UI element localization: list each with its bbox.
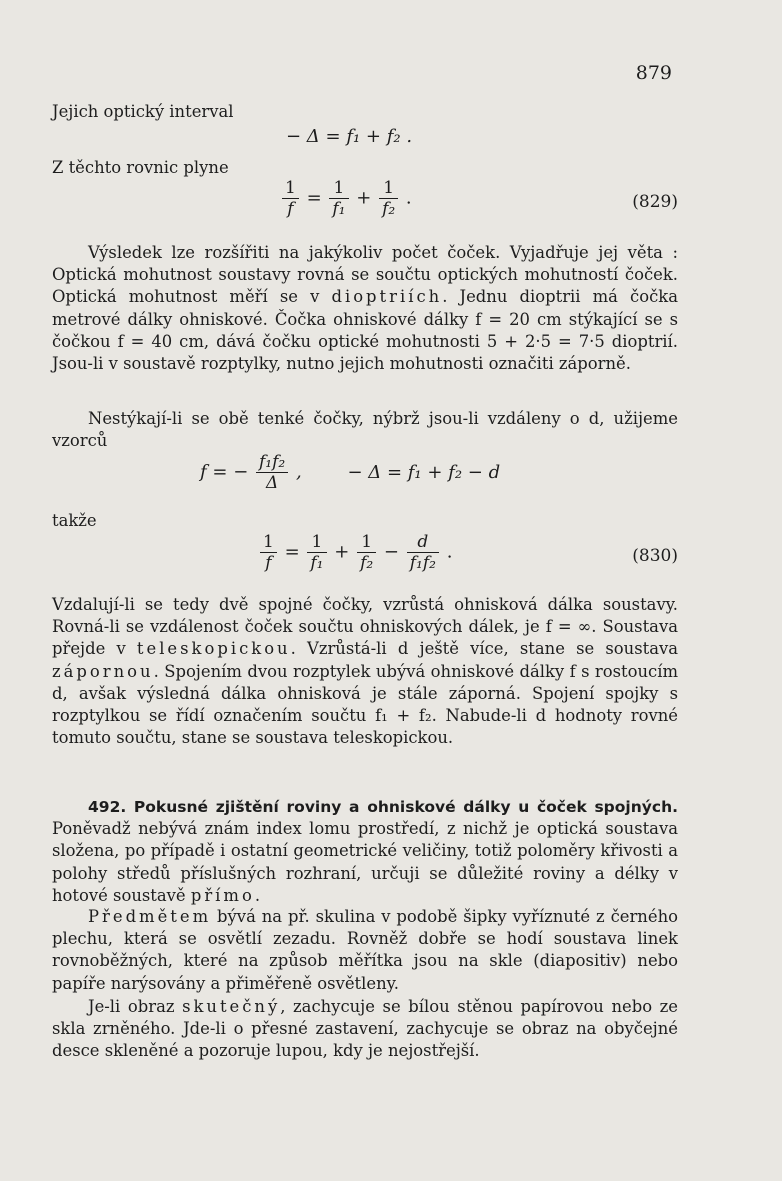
equation-830: $\frac{1}{f}$ = $\frac{1}{\text{f₁}}$ + $\frac{1}{\text{f₂}}$ − $\frac{d}{\text{f₁f₂}}$ . — [258, 532, 452, 573]
from-line: Z těchto rovnic plyne — [52, 158, 229, 177]
takze-line: takže — [52, 511, 97, 530]
paragraph-object: Předmětem bývá na př. skulina v podobě šipky vyříznuté z černého plechu, která se osvětlí zezadu. Rovněž dobře se hodí soustava linek rovnoběžných, které na způsob měřítka jsou na skle (diapositiv) nebo papíře narýsovány a přiměřeně osvětleny. — [52, 907, 678, 993]
paragraph-optical-power: Výsledek lze rozšířiti na jakýkoliv počet čoček. Vyjadřuje jej věta : Optická mohutnost soustavy rovná se součtu optických mohutností čoček. Optická mohutnost měří se v dioptriích. Jednu dioptrii má čočka metrové dálky ohniskové. Čočka ohniskové dálky f = 20 cm stýkající se s čočkou f = 40 cm, dává čočku optické mohutnosti 5 + 2·5 = 7·5 dioptrií. Jsou-li v soustavě rozptylky, nutno jejich mohutnosti označiti záporně. — [52, 243, 678, 374]
page-number: 879 — [635, 62, 672, 84]
section-heading: 492. Pokusné zjištění roviny a ohniskové dálky u čoček spojných. — [88, 798, 678, 816]
fraction-1-f: $\frac{1}{f}$ — [282, 178, 299, 219]
equation-number-830: (830) — [632, 546, 678, 566]
paragraph-real-image: Je-li obraz skutečný, zachycuje se bílou stěnou papírovou nebo ze skla zrněného. Jde-li o přesné zastavení, zachycuje se obraz na obyčejné desce skleněné a pozoruje lupou, kdy je nejostřejší. — [52, 997, 678, 1061]
section-492: 492. Pokusné zjištění roviny a ohniskové dálky u čoček spojných. Poněvadž nebývá znám index lomu prostředí, z nichž je optická soustava složena, po případě i ostatní geometrické veličiny, totiž poloměry křivosti a polohy středů příslušných rozhraní, určuji se důležité roviny a délky v hotové soustavě přímo. — [52, 798, 678, 905]
fraction-1-f2: $\frac{1}{\text{f₂}}$ — [379, 178, 398, 219]
equation-number-829: (829) — [632, 192, 678, 212]
fraction-1-f1: $\frac{1}{\text{f₁}}$ — [307, 532, 326, 573]
fraction-1-f2: $\frac{1}{\text{f₂}}$ — [357, 532, 376, 573]
equation-829: $\frac{1}{f}$ = $\frac{1}{\text{f₁}}$ + $\frac{1}{\text{f₂}}$ . — [280, 178, 412, 219]
fraction-f1f2-delta: $\frac{\text{f₁f₂}}{\Delta}$ — [256, 452, 288, 493]
equation-interval: − Δ = f₁ + f₂ . — [286, 126, 413, 147]
paragraph-diverging: Vzdalují-li se tedy dvě spojné čočky, vzrůstá ohnisková dálka soustavy. Rovná-li se vzdálenost čoček součtu ohniskových dálek, je f = ∞. Soustava přejde v teleskopickou. Vzrůstá-li d ještě více, stane se soustava zápornou. Spojením dvou rozptylek ubývá ohniskové dálky f s rostoucím d, avšak výsledná dálka ohnisková je stále záporná. Spojení spojky s rozptylkou se řídí označením součtu f₁ + f₂. Nabude-li d hodnoty rovné tomuto součtu, stane se soustava teleskopickou. — [52, 595, 678, 748]
fraction-d-f1f2: $\frac{d}{\text{f₁f₂}}$ — [407, 532, 439, 573]
fraction-1-f: $\frac{1}{f}$ — [260, 532, 277, 573]
equation-focal-length: f = − $\frac{\text{f₁f₂}}{\Delta}$ , − Δ = f₁ + f₂ − d — [200, 452, 501, 493]
fraction-1-f1: $\frac{1}{\text{f₁}}$ — [329, 178, 348, 219]
paragraph-separated-lenses: Nestýkají-li se obě tenké čočky, nýbrž jsou-li vzdáleny o d, užijeme vzorců — [52, 409, 678, 451]
intro-line: Jejich optický interval — [52, 102, 234, 121]
